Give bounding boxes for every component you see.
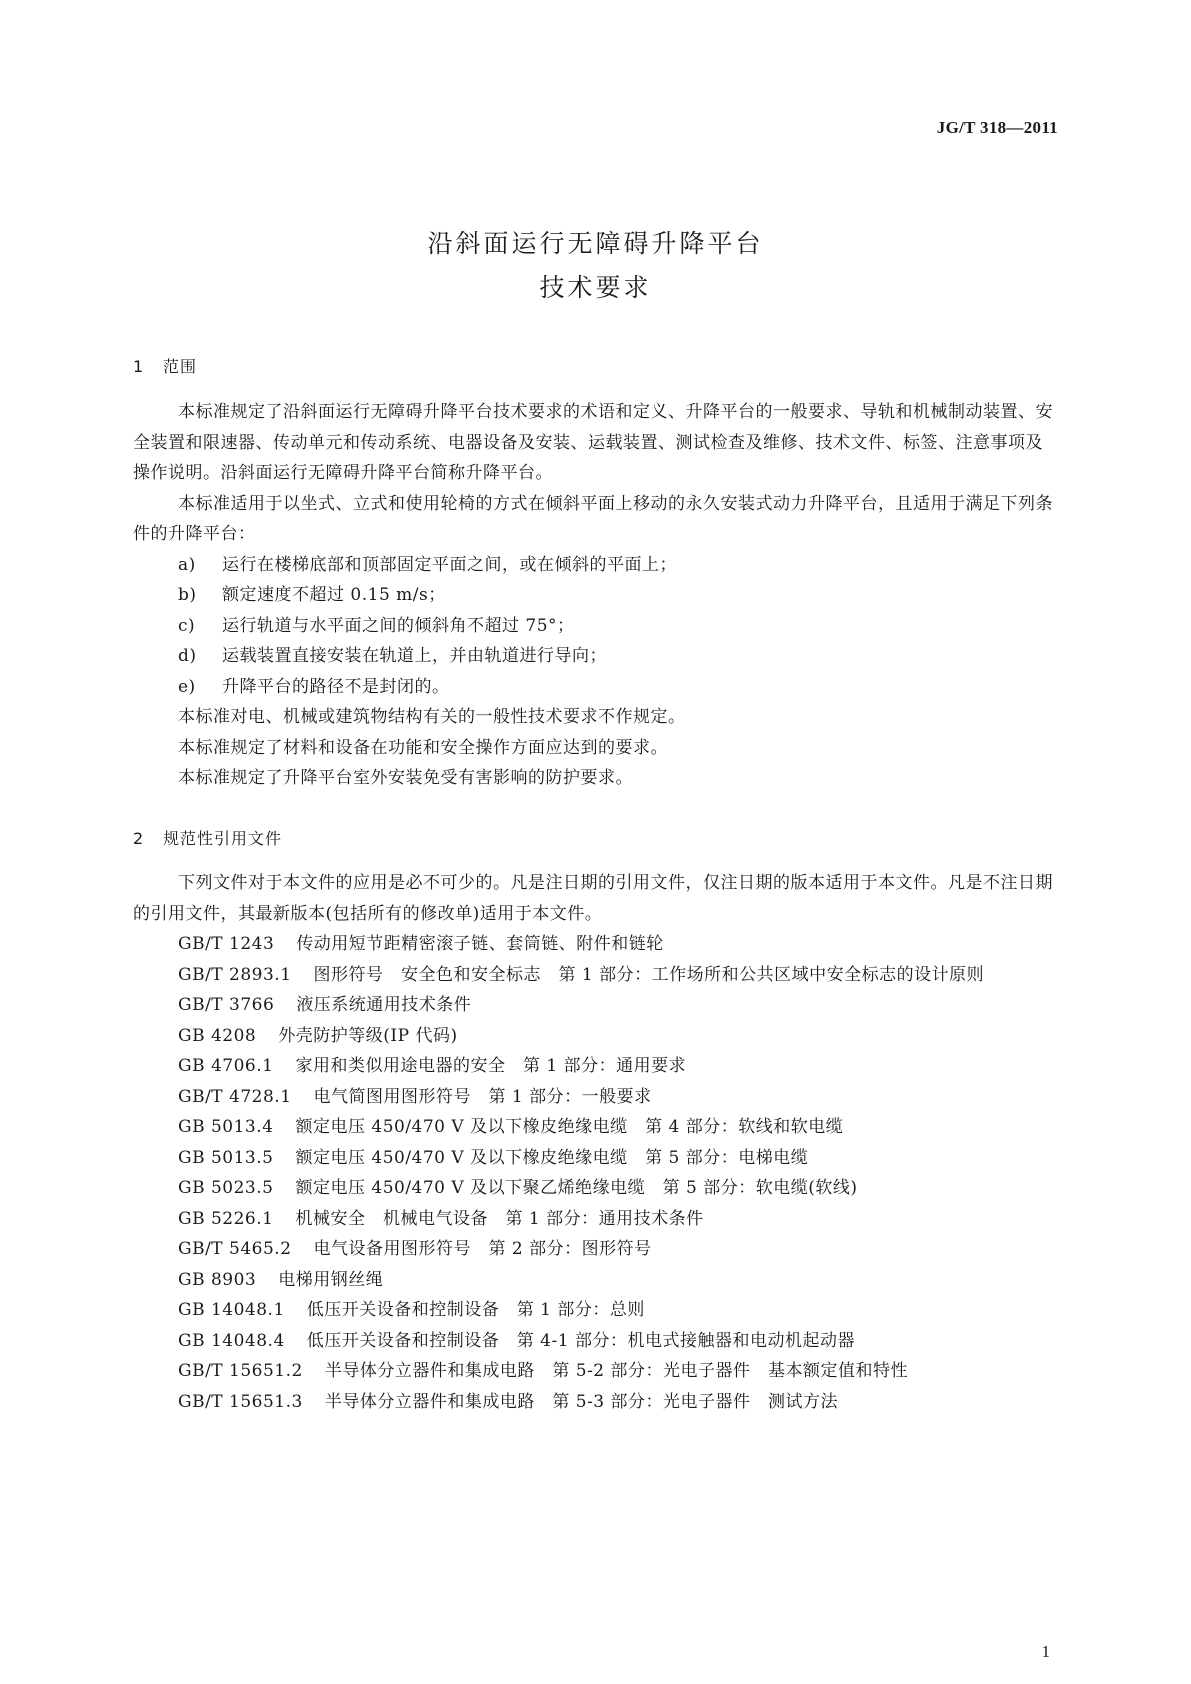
- list-item: [133, 580, 1058, 611]
- paragraph: 本标准对电、机械或建筑物结构有关的一般性技术要求不作规定。: [178, 707, 686, 727]
- reference-title: 机械安全 机械电气设备 第 1 部分：通用技术条件: [295, 1208, 704, 1229]
- reference-item: [133, 960, 1058, 991]
- list-marker: a): [178, 554, 196, 575]
- list-item: [133, 611, 1058, 642]
- reference-item: [133, 1295, 1058, 1326]
- reference-code: GB/T 5465.2: [178, 1239, 292, 1259]
- reference-title: 家用和类似用途电器的安全 第 1 部分：通用要求: [295, 1056, 687, 1076]
- reference-title: 电梯用钢丝绳: [278, 1269, 384, 1290]
- reference-code: GB 5023.5: [178, 1178, 274, 1198]
- list-item: [133, 672, 1058, 703]
- reference-item: [133, 1326, 1058, 1357]
- list-item: [133, 641, 1058, 672]
- reference-code: GB/T 1243: [178, 934, 275, 954]
- reference-title: 半导体分立器件和集成电路 第 5-2 部分：光电子器件 基本额定值和特性: [324, 1361, 909, 1381]
- reference-item: [133, 1143, 1058, 1174]
- reference-code: GB 4706.1: [178, 1056, 274, 1076]
- reference-item: [133, 1112, 1058, 1143]
- reference-code: GB/T 2893.1: [178, 964, 292, 985]
- reference-code: GB 8903: [178, 1269, 257, 1290]
- list-text: 运行在楼梯底部和顶部固定平面之间，或在倾斜的平面上；: [222, 554, 677, 575]
- section-2-body: [133, 868, 1058, 1417]
- list-marker: d): [178, 646, 197, 666]
- reference-item: [133, 1234, 1058, 1265]
- list-marker: b): [178, 585, 197, 605]
- section-1-heading: [133, 354, 197, 377]
- list-text: 额定速度不超过 0.15 m/s；: [222, 585, 446, 605]
- reference-title: 电气设备用图形符号 第 2 部分：图形符号: [313, 1239, 652, 1259]
- reference-title: 额定电压 450/470 V 及以下橡皮绝缘电缆 第 5 部分：电梯电缆: [295, 1147, 809, 1168]
- reference-item: [133, 1387, 1058, 1418]
- reference-title: 低压开关设备和控制设备 第 4-1 部分：机电式接触器和电动机起动器: [306, 1330, 855, 1351]
- list-text: 运行轨道与水平面之间的倾斜角不超过 75°；: [222, 615, 575, 636]
- reference-code: GB/T 3766: [178, 995, 275, 1015]
- reference-title: 液压系统通用技术条件: [296, 995, 472, 1015]
- paragraph: 本标准适用于以坐式、立式和使用轮椅的方式在倾斜平面上移动的永久安装式动力升降平台，且适用于满足下列条件的升降平台：: [133, 493, 1053, 544]
- paragraph: 本标准规定了材料和设备在功能和安全操作方面应达到的要求。: [178, 737, 668, 758]
- list-marker: e): [178, 676, 196, 697]
- document-title: 沿斜面运行无障碍升降平台: [427, 229, 764, 258]
- reference-code: GB 5013.5: [178, 1147, 274, 1168]
- reference-code: GB 4208: [178, 1025, 257, 1046]
- section-title: 规范性引用文件: [163, 829, 283, 848]
- reference-item: [133, 1204, 1058, 1235]
- section-title: 范围: [163, 357, 198, 376]
- reference-code: GB 14048.4: [178, 1330, 285, 1351]
- paragraph: 本标准规定了沿斜面运行无障碍升降平台技术要求的术语和定义、升降平台的一般要求、导轨和机械制动装置、安全装置和限速器、传动单元和传动系统、电器设备及安装、运载装置、测试检查及维修、技术文件、标签、注意事项及操作说明。沿斜面运行无障碍升降平台简称升降平台。: [133, 402, 1053, 483]
- reference-code: GB 5226.1: [178, 1208, 274, 1229]
- section-2-heading: [133, 826, 282, 849]
- reference-item: [133, 1356, 1058, 1387]
- reference-title: 外壳防护等级(IP 代码): [278, 1025, 458, 1046]
- list-marker: c): [178, 615, 196, 636]
- reference-item: [133, 1021, 1058, 1052]
- paragraph: 下列文件对于本文件的应用是必不可少的。凡是注日期的引用文件，仅注日期的版本适用于本文件。凡是不注日期的引用文件，其最新版本(包括所有的修改单)适用于本文件。: [133, 873, 1053, 924]
- list-text: 升降平台的路径不是封闭的。: [222, 676, 450, 697]
- paragraph: 本标准规定了升降平台室外安装免受有害影响的防护要求。: [178, 768, 633, 788]
- reference-code: GB/T 15651.3: [178, 1391, 303, 1412]
- reference-title: 传动用短节距精密滚子链、套筒链、附件和链轮: [296, 934, 664, 954]
- reference-item: [133, 1265, 1058, 1296]
- reference-code: GB/T 15651.2: [178, 1361, 303, 1381]
- reference-item: [133, 1051, 1058, 1082]
- reference-item: [133, 1082, 1058, 1113]
- reference-code: GB/T 4728.1: [178, 1086, 292, 1107]
- reference-item: [133, 929, 1058, 960]
- reference-title: 半导体分立器件和集成电路 第 5-3 部分：光电子器件 测试方法: [324, 1391, 839, 1412]
- reference-title: 额定电压 450/470 V 及以下聚乙烯绝缘电缆 第 5 部分：软电缆(软线): [295, 1178, 858, 1198]
- reference-code: GB 14048.1: [178, 1300, 285, 1320]
- standard-code: JG/T 318—2011: [936, 118, 1058, 137]
- reference-item: [133, 1173, 1058, 1204]
- list-text: 运载装置直接安装在轨道上，并由轨道进行导向；: [222, 646, 607, 666]
- document-subtitle: 技术要求: [539, 273, 652, 302]
- reference-title: 低压开关设备和控制设备 第 1 部分：总则: [306, 1300, 645, 1320]
- section-1-body: [133, 397, 1058, 794]
- list-item: [133, 550, 1058, 581]
- reference-title: 额定电压 450/470 V 及以下橡皮绝缘电缆 第 4 部分：软线和软电缆: [295, 1117, 844, 1137]
- section-number: 2: [133, 829, 145, 848]
- section-number: 1: [133, 357, 145, 376]
- page-number: 1: [1041, 1642, 1050, 1661]
- reference-title: 图形符号 安全色和安全标志 第 1 部分：工作场所和公共区域中安全标志的设计原则: [313, 964, 985, 985]
- reference-title: 电气简图用图形符号 第 1 部分：一般要求: [313, 1086, 652, 1107]
- reference-code: GB 5013.4: [178, 1117, 274, 1137]
- reference-item: [133, 990, 1058, 1021]
